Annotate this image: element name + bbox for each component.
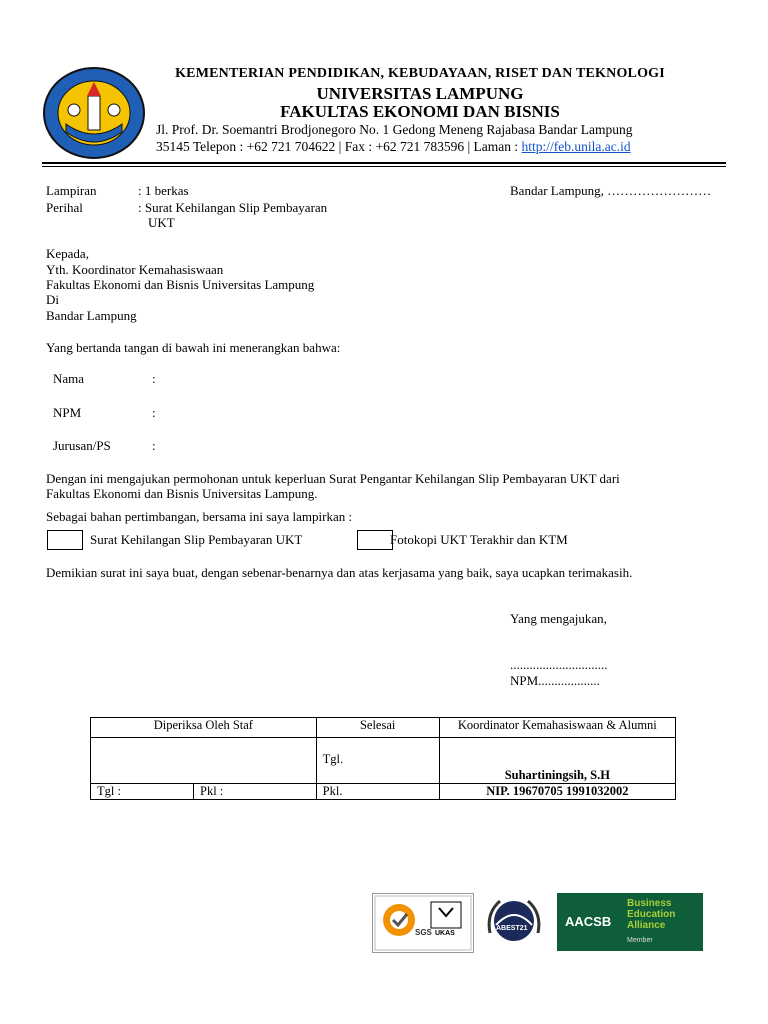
recipient-line-5: Bandar Lampung — [46, 308, 137, 323]
lampiran-value: : 1 berkas — [138, 183, 189, 198]
perihal-label: Perihal — [46, 200, 83, 215]
signature-npm: NPM................... — [510, 673, 600, 688]
address-line-1: Jl. Prof. Dr. Soemantri Brodjonegoro No. 1 Gedong Meneng Rajabasa Bandar Lampung — [156, 122, 633, 137]
abest21-logo — [482, 893, 546, 951]
intro-text: Yang bertanda tangan di bawah ini menerangkan bahwa: — [46, 340, 341, 355]
verification-table — [90, 717, 676, 800]
field-colon-jurusan: : — [152, 438, 156, 453]
recipient-line-2: Yth. Koordinator Kemahasiswaan — [46, 262, 224, 277]
staff-tgl-cell: Tgl : — [91, 784, 194, 800]
table-header-coordinator: Koordinator Kemahasiswaan & Alumni — [439, 718, 675, 738]
lampiran-label: Lampiran — [46, 183, 97, 198]
signature-title: Yang mengajukan, — [510, 611, 607, 626]
field-colon-npm: : — [152, 405, 156, 420]
signature-line: .............................. — [510, 657, 608, 672]
field-label-nama: Nama — [53, 371, 85, 386]
aacsb-label: AACSB — [565, 914, 612, 929]
attachment-intro: Sebagai bahan pertimbangan, bersama ini saya lampirkan : — [46, 509, 353, 524]
recipient-line-4: Di — [46, 292, 59, 307]
coordinator-nip: NIP. 19670705 1991032002 — [439, 784, 675, 800]
aacsb-logo — [557, 893, 703, 951]
sgs-ukas-certification-logo — [372, 893, 474, 953]
header-divider-thin — [42, 166, 726, 167]
closing-text: Demikian surat ini saya buat, dengan sebenar-benarnya dan atas kerjasama yang baik, saya ucapkan terimakasih. — [46, 565, 633, 580]
sgs-label: SGS — [415, 928, 432, 937]
ukas-label: UKAS — [435, 930, 455, 937]
faculty-heading: FAKULTAS EKONOMI DAN BISNIS — [280, 102, 560, 121]
field-label-npm: NPM — [53, 405, 82, 420]
ministry-heading: KEMENTERIAN PENDIDIKAN, KEBUDAYAAN, RISET DAN TEKNOLOGI — [175, 66, 665, 81]
table-header-staff: Diperiksa Oleh Staf — [91, 718, 317, 738]
recipient-line-3: Fakultas Ekonomi dan Bisnis Universitas Lampung — [46, 277, 315, 292]
attachment-checkbox-2[interactable] — [357, 530, 393, 550]
selesai-tgl-cell: Tgl. — [316, 738, 439, 784]
website-link[interactable]: http://feb.unila.ac.id — [521, 139, 631, 154]
university-logo — [42, 66, 146, 160]
attachment-label-1: Surat Kehilangan Slip Pembayaran UKT — [90, 532, 303, 547]
perihal-value-2: UKT — [148, 215, 175, 230]
attachment-checkbox-1[interactable] — [47, 530, 83, 550]
aacsb-education: Education — [627, 909, 676, 920]
university-heading: UNIVERSITAS LAMPUNG — [316, 84, 524, 103]
staff-sign-cell — [91, 738, 317, 784]
perihal-value: : Surat Kehilangan Slip Pembayaran — [138, 200, 328, 215]
address-line-2 — [156, 139, 716, 155]
coordinator-name: Suhartiningsih, S.H — [439, 738, 675, 784]
table-header-selesai: Selesai — [316, 718, 439, 738]
paragraph-line-2: Fakultas Ekonomi dan Bisnis Universitas Lampung. — [46, 486, 318, 501]
staff-pkl-cell: Pkl : — [194, 784, 317, 800]
selesai-pkl-cell: Pkl. — [316, 784, 439, 800]
recipient-line-1: Kepada, — [46, 246, 89, 261]
aacsb-business: Business — [627, 898, 672, 909]
place-date: Bandar Lampung, …………………… — [510, 183, 712, 198]
paragraph-line-1: Dengan ini mengajukan permohonan untuk keperluan Surat Pengantar Kehilangan Slip Pembayaran UKT dari — [46, 471, 620, 486]
aacsb-member: Member — [627, 937, 653, 944]
contact-info: 35145 Telepon : +62 721 704622 | Fax : +62 721 783596 | Laman : — [156, 139, 522, 154]
field-colon-nama: : — [152, 371, 156, 386]
aacsb-alliance: Alliance — [627, 920, 666, 931]
attachment-label-2: Fotokopi UKT Terakhir dan KTM — [390, 532, 568, 547]
abest21-label: ABEST21 — [496, 925, 528, 932]
header-divider — [42, 162, 726, 164]
field-label-jurusan: Jurusan/PS — [53, 438, 111, 453]
